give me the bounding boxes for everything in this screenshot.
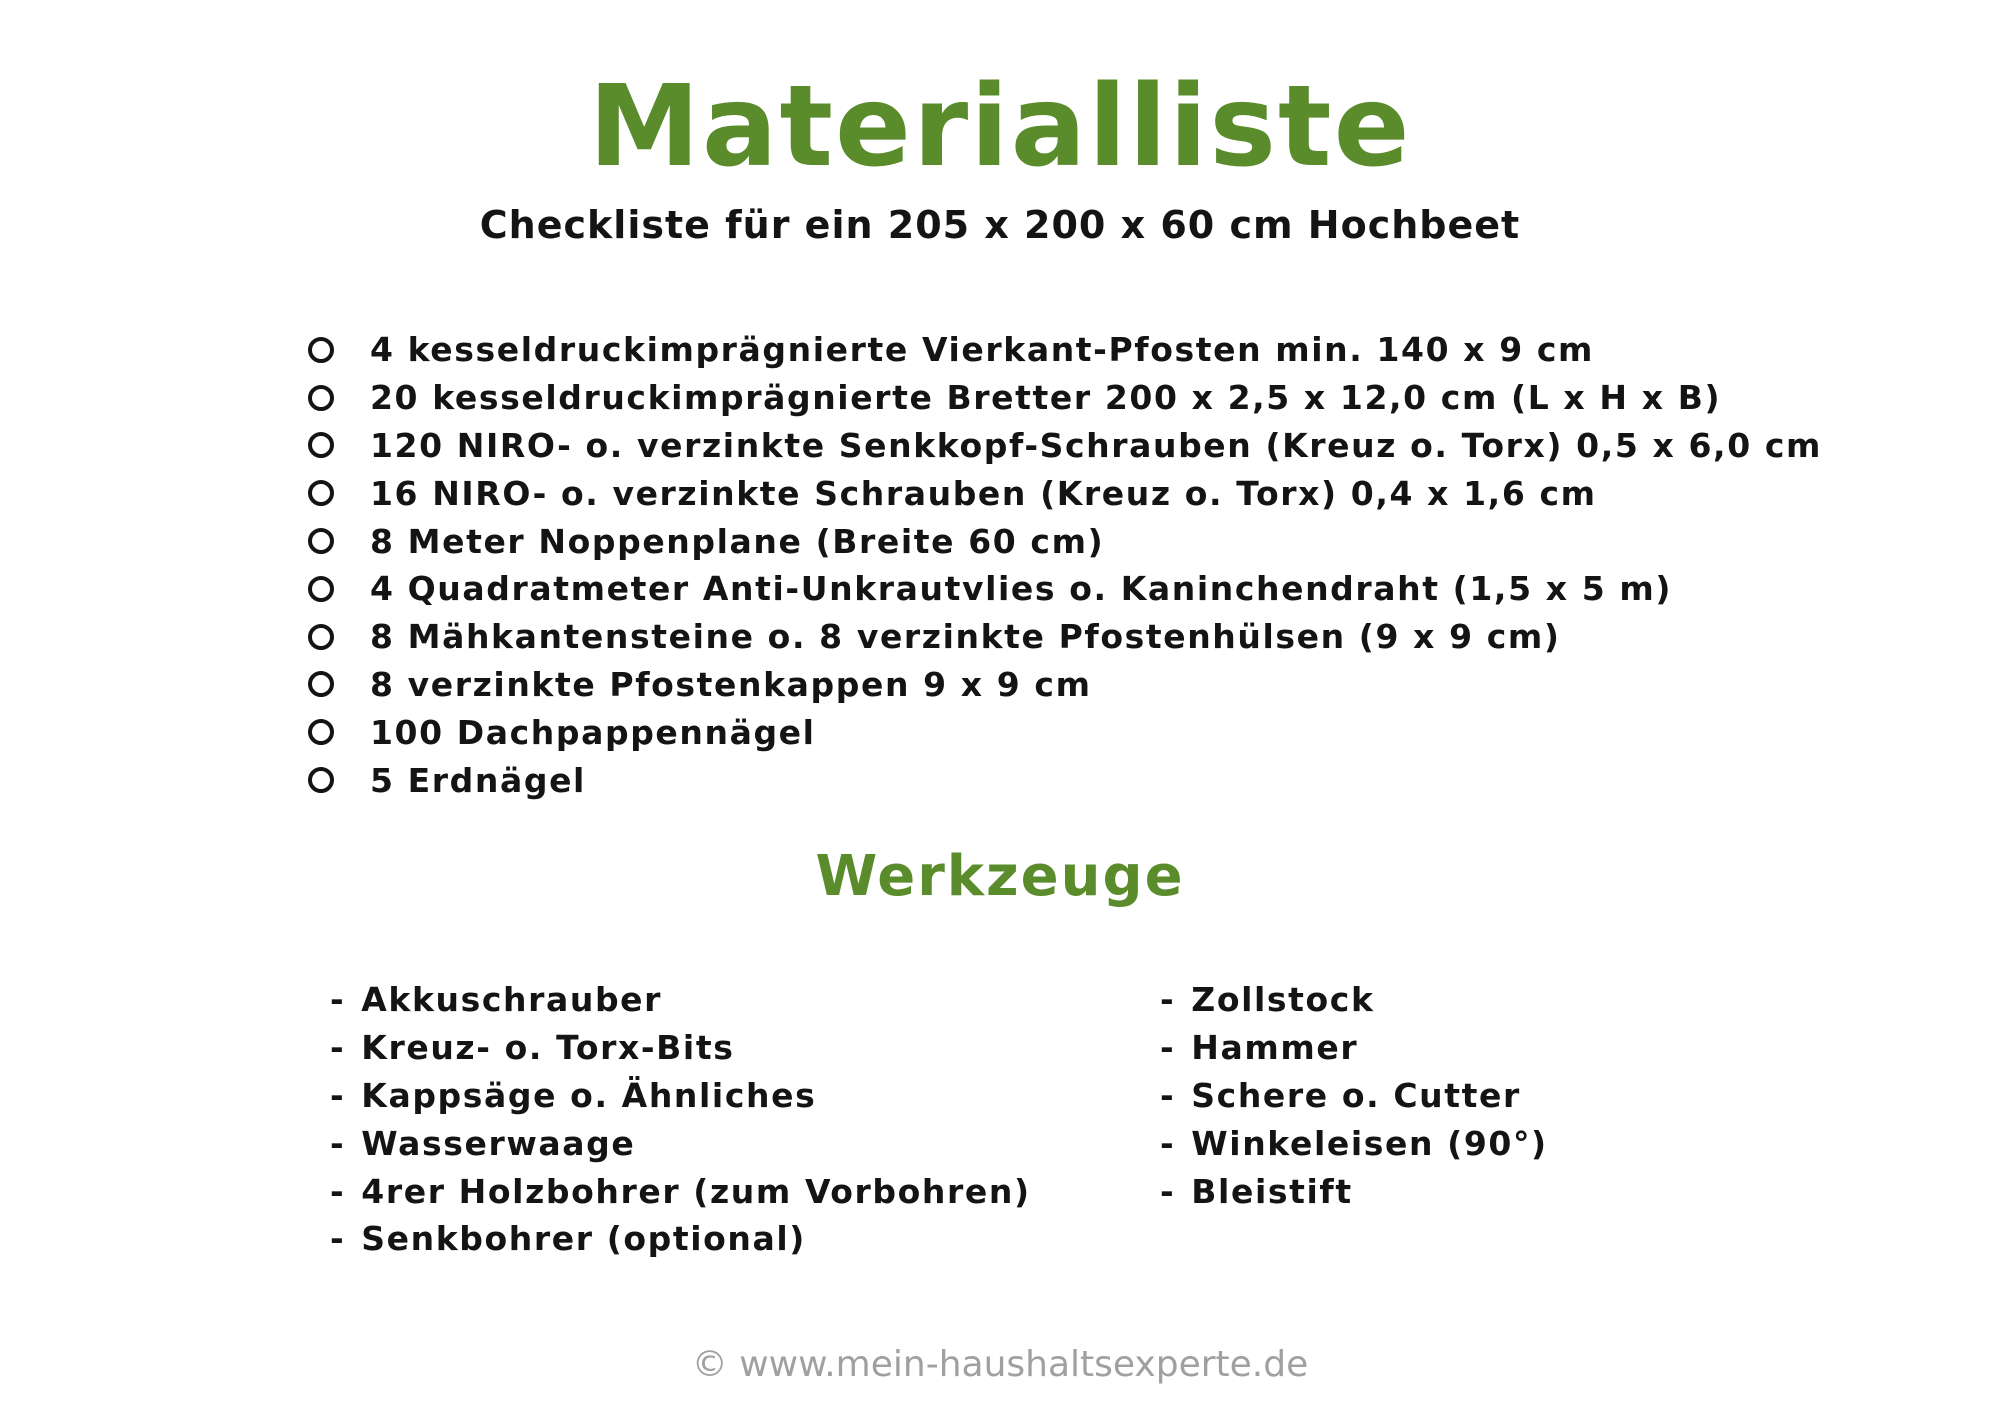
checkbox-circle-icon[interactable] <box>308 385 334 411</box>
tool-item <box>1160 1024 1548 1072</box>
checklist-item-label: 8 Mähkantensteine o. 8 verzinkte Pfostenhülsen (9 x 9 cm) <box>370 617 1561 657</box>
dash-bullet: - <box>1160 1028 1176 1068</box>
checklist-item-label: 4 Quadratmeter Anti-Unkrautvlies o. Kaninchendraht (1,5 x 5 m) <box>370 569 1673 609</box>
tool-item-label: Zollstock <box>1191 980 1375 1020</box>
checklist-item[interactable] <box>308 326 1822 374</box>
tools-list-left <box>330 976 1031 1263</box>
checklist-item[interactable] <box>308 374 1822 422</box>
page-title: Materialliste <box>588 62 1412 192</box>
checklist-item[interactable] <box>308 661 1822 709</box>
tool-item <box>330 1167 1031 1215</box>
tool-item <box>330 1024 1031 1072</box>
tool-item-label: 4rer Holzbohrer (zum Vorbohren) <box>361 1171 1031 1211</box>
checklist-item[interactable] <box>308 422 1822 470</box>
checklist-item[interactable] <box>308 613 1822 661</box>
checklist-item-label: 16 NIRO- o. verzinkte Schrauben (Kreuz o. Torx) 0,4 x 1,6 cm <box>370 473 1597 513</box>
tools-section-title: Werkzeuge <box>815 844 1185 909</box>
dash-bullet: - <box>1160 1075 1176 1115</box>
tool-item-label: Bleistift <box>1191 1171 1353 1211</box>
page-subtitle: Checkliste für ein 205 x 200 x 60 cm Hochbeet <box>479 203 1521 247</box>
checklist-item-label: 5 Erdnägel <box>370 760 586 800</box>
dash-bullet: - <box>1160 1171 1176 1211</box>
dash-bullet: - <box>330 1028 346 1068</box>
material-checklist <box>308 326 1822 804</box>
checklist-item[interactable] <box>308 565 1822 613</box>
tools-list-right <box>1160 976 1548 1215</box>
checklist-item[interactable] <box>308 469 1822 517</box>
checklist-item-label: 8 Meter Noppenplane (Breite 60 cm) <box>370 521 1105 561</box>
tool-item <box>330 1215 1031 1263</box>
tool-item <box>330 976 1031 1024</box>
tool-item-label: Winkeleisen (90°) <box>1191 1123 1548 1163</box>
checkbox-circle-icon[interactable] <box>308 576 334 602</box>
checkbox-circle-icon[interactable] <box>308 528 334 554</box>
tool-item-label: Senkbohrer (optional) <box>361 1219 806 1259</box>
dash-bullet: - <box>330 1171 346 1211</box>
checklist-item-label: 100 Dachpappennägel <box>370 712 816 752</box>
dash-bullet: - <box>330 980 346 1020</box>
footer-copyright: © www.mein-haushaltsexperte.de <box>691 1344 1309 1385</box>
checkbox-circle-icon[interactable] <box>308 624 334 650</box>
dash-bullet: - <box>1160 980 1176 1020</box>
dash-bullet: - <box>330 1123 346 1163</box>
tool-item-label: Akkuschrauber <box>361 980 663 1020</box>
dash-bullet: - <box>330 1075 346 1115</box>
checklist-item-label: 4 kesseldruckimprägnierte Vierkant-Pfosten min. 140 x 9 cm <box>370 330 1595 370</box>
checklist-item-label: 8 verzinkte Pfostenkappen 9 x 9 cm <box>370 664 1092 704</box>
checklist-item[interactable] <box>308 756 1822 804</box>
tool-item <box>1160 976 1548 1024</box>
checklist-item-label: 20 kesseldruckimprägnierte Bretter 200 x 2,5 x 12,0 cm (L x H x B) <box>370 378 1722 418</box>
tool-item-label: Schere o. Cutter <box>1191 1075 1521 1115</box>
tool-item <box>1160 1119 1548 1167</box>
checkbox-circle-icon[interactable] <box>308 480 334 506</box>
tool-item <box>330 1072 1031 1120</box>
checkbox-circle-icon[interactable] <box>308 337 334 363</box>
tool-item-label: Kreuz- o. Torx-Bits <box>361 1028 735 1068</box>
checklist-item[interactable] <box>308 708 1822 756</box>
tool-item-label: Wasserwaage <box>361 1123 636 1163</box>
checklist-item-label: 120 NIRO- o. verzinkte Senkkopf-Schrauben (Kreuz o. Torx) 0,5 x 6,0 cm <box>370 425 1822 465</box>
checkbox-circle-icon[interactable] <box>308 719 334 745</box>
tool-item-label: Hammer <box>1191 1028 1359 1068</box>
dash-bullet: - <box>330 1219 346 1259</box>
tool-item <box>1160 1167 1548 1215</box>
tool-item <box>1160 1072 1548 1120</box>
checkbox-circle-icon[interactable] <box>308 671 334 697</box>
checkbox-circle-icon[interactable] <box>308 767 334 793</box>
checklist-item[interactable] <box>308 517 1822 565</box>
tool-item <box>330 1119 1031 1167</box>
tool-item-label: Kappsäge o. Ähnliches <box>361 1075 817 1115</box>
dash-bullet: - <box>1160 1123 1176 1163</box>
checkbox-circle-icon[interactable] <box>308 432 334 458</box>
